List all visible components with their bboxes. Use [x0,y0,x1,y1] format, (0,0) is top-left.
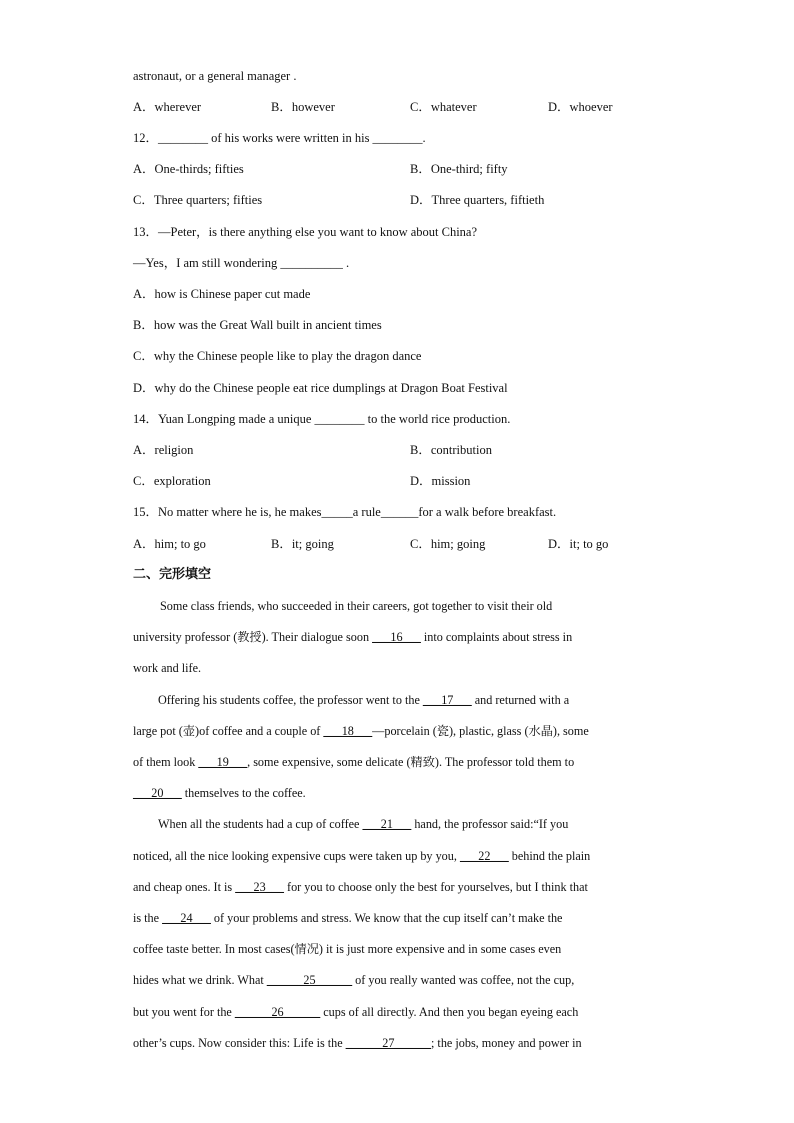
blank-22: ___22___ [459,849,509,863]
q12-stem: 12．________ of his works were written in his ________. [133,131,426,145]
blank-24: ___24___ [162,911,211,925]
q11-stem-tail: astronaut, or a general manager . [133,69,297,83]
q12-option-b: B．One-third; fifty [410,162,508,176]
passage-text: —porcelain (瓷), plastic, glass (水晶), some [372,724,589,738]
section-heading-cloze: 二、完形填空 [133,567,212,582]
passage-line: coffee taste better. In most cases(情况) it is just more expensive and in some cases even [133,942,562,956]
passage-line [133,972,574,988]
q14-stem: 14．Yuan Longping made a unique ________ to the world rice production. [133,412,511,426]
passage-text: behind the plain [508,849,591,863]
passage-text: of your problems and stress. We know that the cup itself can’t make the [210,911,563,925]
passage-line [133,1035,582,1051]
passage-line: Some class friends, who succeeded in their careers, got together to visit their old [160,599,553,613]
q15-stem: 15．No matter where he is, he makes_____a rule______for a walk before breakfast. [133,505,557,519]
blank-21: ___21___ [362,817,412,831]
q11-option-b: B．however [271,100,335,114]
q12-option-d: D．Three quarters, fiftieth [410,193,545,207]
blank-20: ___20___ [133,786,182,800]
passage-line: work and life. [133,661,202,675]
q13-option-d: D．why do the Chinese people eat rice dumplings at Dragon Boat Festival [133,381,508,395]
passage-text: themselves to the coffee. [181,786,306,800]
blank-17: ___17___ [422,693,472,707]
blank-18: ___18___ [323,724,373,738]
passage-text: but you went for the [133,1005,235,1019]
passage-line [133,848,590,864]
passage-line [133,785,306,801]
q14-option-d: D．mission [410,474,471,488]
passage-text: is the [133,911,163,925]
passage-text: When all the students had a cup of coffee [158,817,363,831]
q15-option-b: B．it; going [271,537,334,551]
q13-option-a: A．how is Chinese paper cut made [133,287,311,301]
q12-option-a: A．One-thirds; fifties [133,162,244,176]
q12-option-c: C．Three quarters; fifties [133,193,263,207]
passage-text: large pot (壶)of coffee and a couple of [133,724,324,738]
blank-25: ______25______ [266,973,353,987]
passage-text: hand, the professor said:“If you [411,817,569,831]
passage-text: and cheap ones. It is [133,880,236,894]
q14-option-c: C．exploration [133,474,211,488]
passage-line [133,879,588,895]
q15-option-d: D．it; to go [548,537,609,551]
passage-text: into complaints about stress in [420,630,573,644]
passage-line [133,723,589,739]
passage-line [133,629,572,645]
q15-option-c: C．him; going [410,537,486,551]
blank-23: ___23___ [235,880,284,894]
passage-text: cups of all directly. And then you began eyeing each [320,1005,579,1019]
q11-option-c: C．whatever [410,100,477,114]
passage-text: hides what we drink. What [133,973,267,987]
passage-text: of them look [133,755,199,769]
passage-line [133,1004,578,1020]
passage-text: university professor (教授). Their dialogue soon [133,630,373,644]
q13-option-c: C．why the Chinese people like to play the dragon dance [133,349,422,363]
blank-16: ___16___ [372,630,421,644]
q13-option-b: B．how was the Great Wall built in ancient times [133,318,382,332]
passage-text: of you really wanted was coffee, not the cup, [352,973,575,987]
q14-option-b: B．contribution [410,443,492,457]
passage-text: , some expensive, some delicate (精致). The professor told them to [247,755,575,769]
passage-line [158,816,568,832]
blank-26: ______26______ [234,1005,321,1019]
passage-text: Offering his students coffee, the professor went to the [158,693,423,707]
q15-option-a: A．him; to go [133,537,206,551]
passage-text: and returned with a [471,693,570,707]
q11-option-d: D．whoever [548,100,613,114]
passage-text: ; the jobs, money and power in [431,1036,582,1050]
q13-stem-line2: —Yes，I am still wondering __________ . [133,256,350,270]
passage-line [133,754,574,770]
blank-19: ___19___ [198,755,248,769]
passage-text: noticed, all the nice looking expensive cups were taken up by you, [133,849,460,863]
passage-line [158,692,569,708]
passage-text: for you to choose only the best for yourselves, but I think that [283,880,588,894]
q13-stem-line1: 13．—Peter，is there anything else you want to know about China? [133,225,478,239]
passage-text: other’s cups. Now consider this: Life is the [133,1036,346,1050]
q14-option-a: A．religion [133,443,194,457]
q11-option-a: A．wherever [133,100,202,114]
blank-27: ______27______ [345,1036,431,1050]
passage-line [133,910,562,926]
